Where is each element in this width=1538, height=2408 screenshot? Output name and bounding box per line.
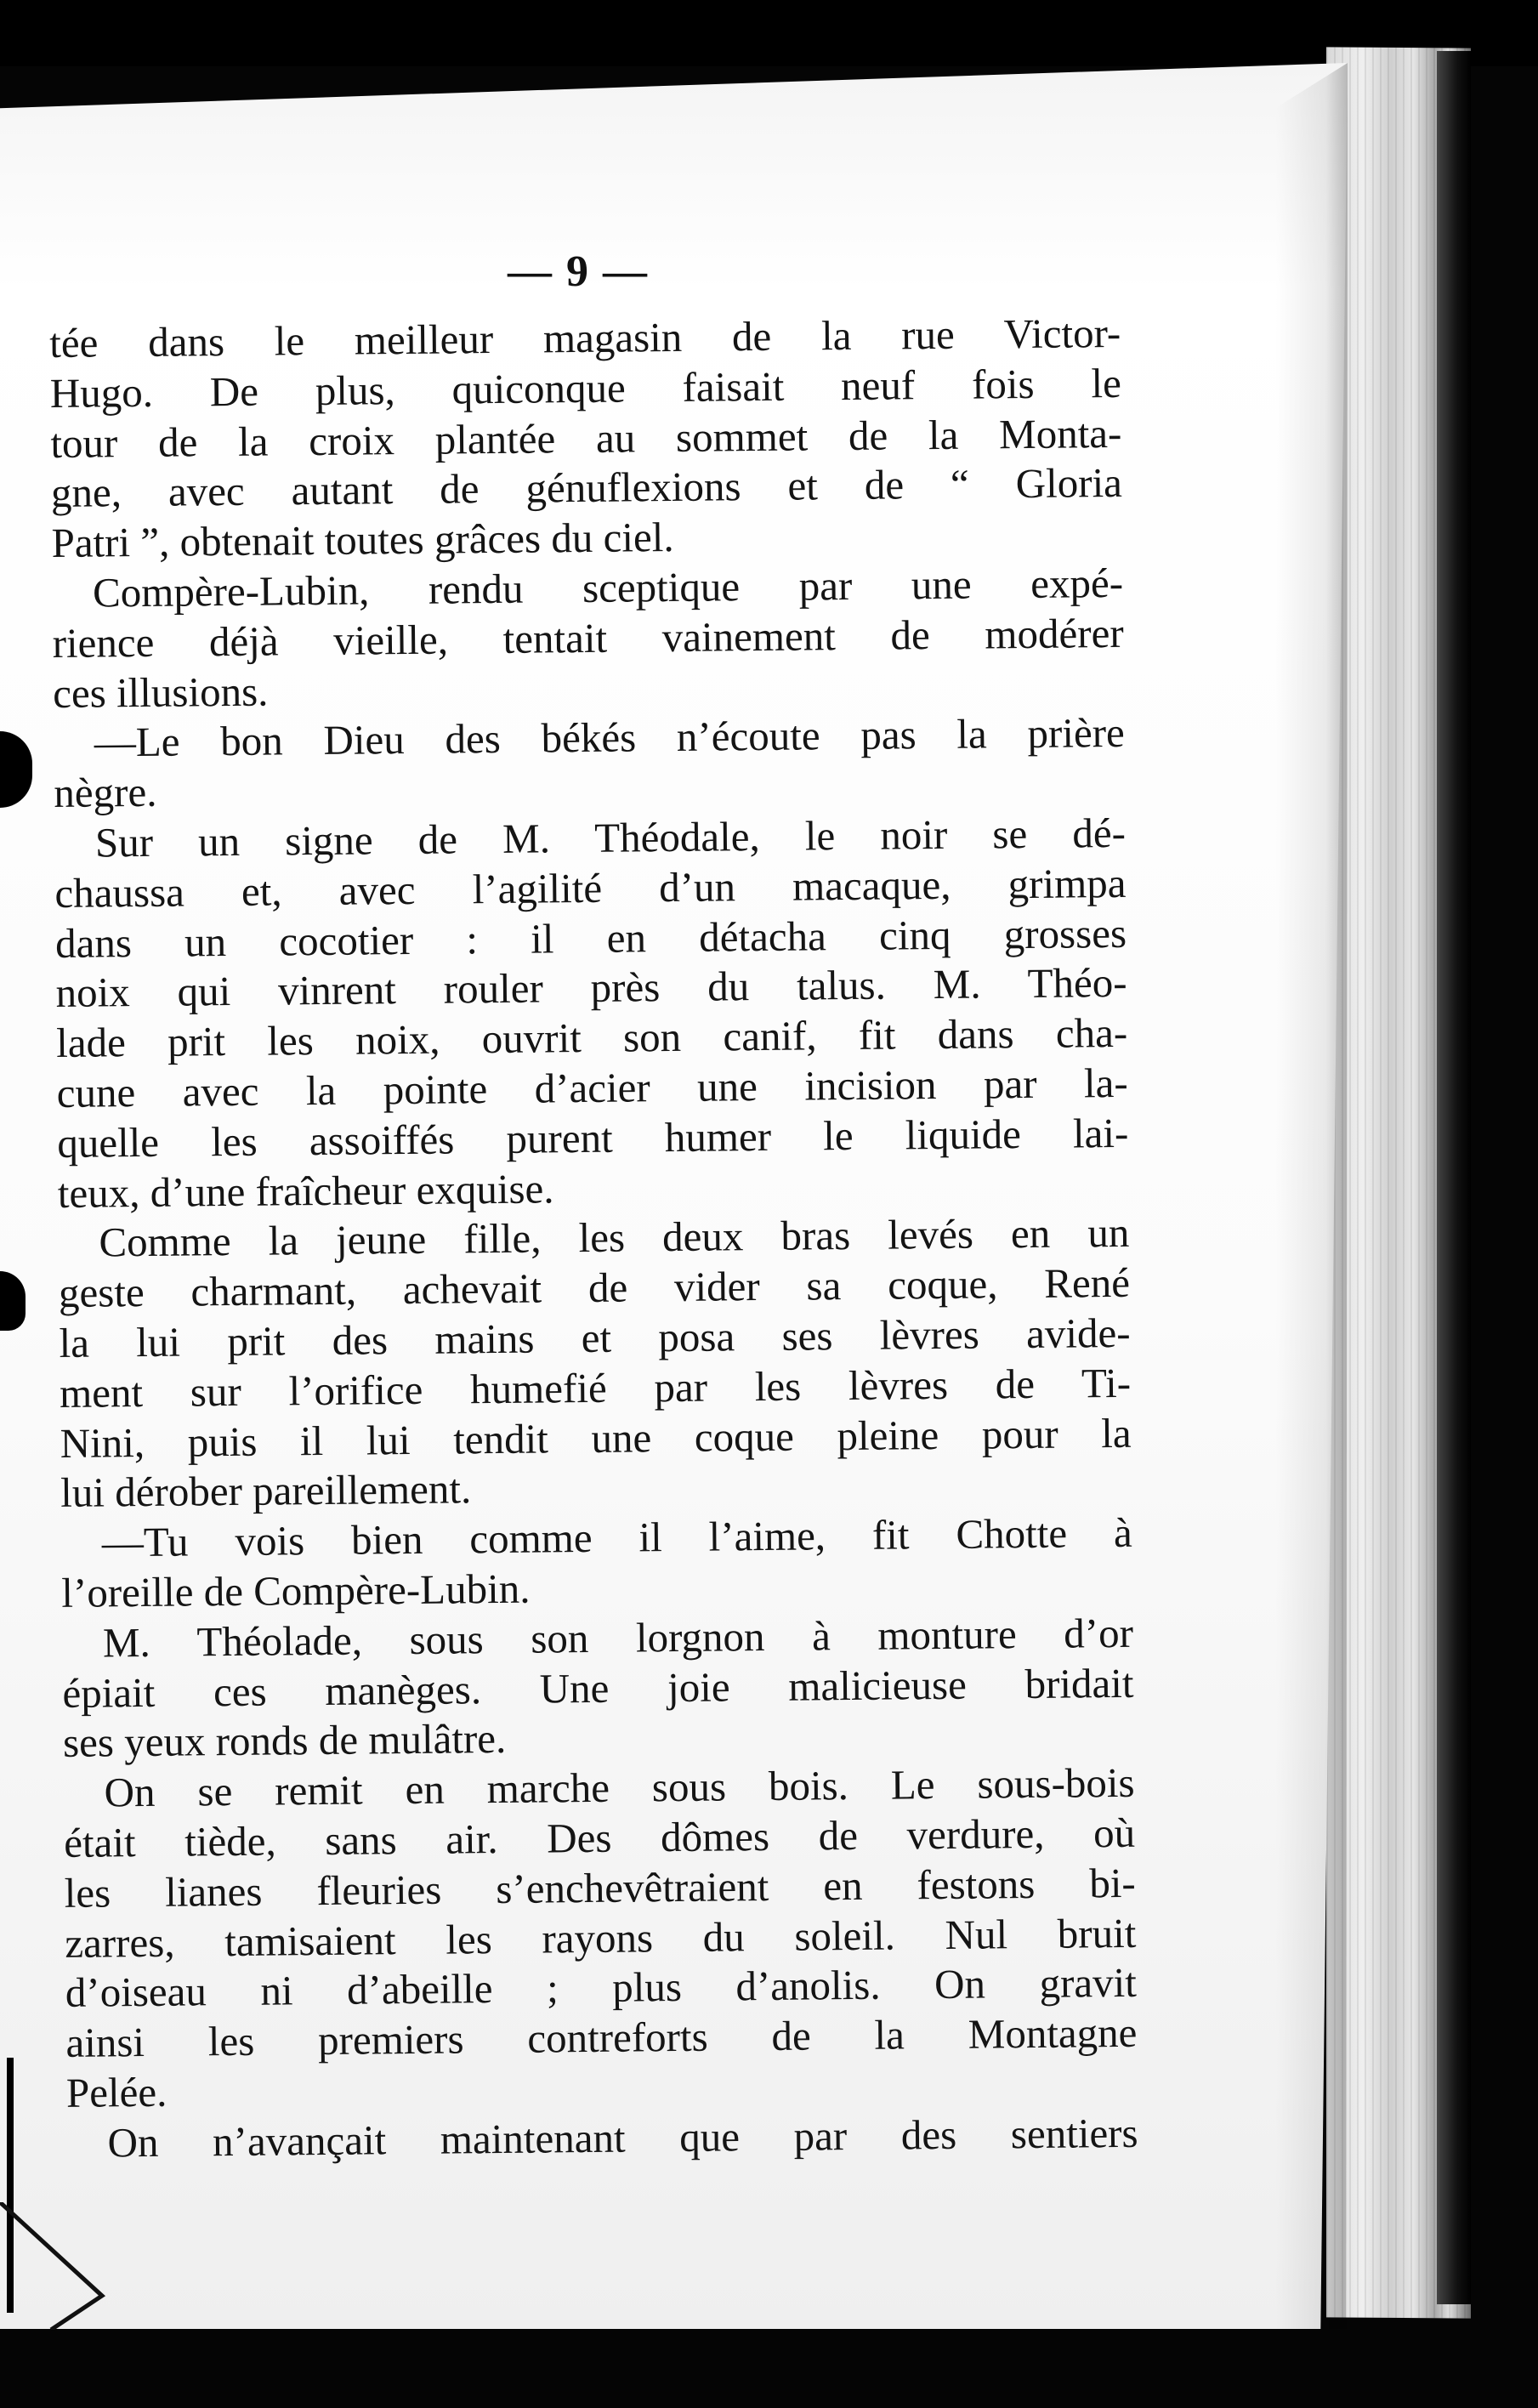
body-text: [49, 309, 1138, 2168]
text-line: l’oreille de Compère-Lubin.: [61, 1565, 531, 1616]
text-line: gne, avec autant de génuflexions et de “ Gloria: [50, 459, 1123, 517]
text-line: tour de la croix plantée au sommet de la Monta-: [50, 409, 1122, 467]
text-line: dans un cocotier : il en détacha cinq grosses: [54, 909, 1127, 967]
text-line: Nini, puis il lui tendit une coque pleine pour la: [60, 1409, 1132, 1467]
page-curl-shadow: [1275, 63, 1348, 2329]
text-line: épiait ces manèges. Une joie malicieuse bridait: [62, 1659, 1134, 1717]
text-line: noix qui vinrent rouler près du talus. M. Théo-: [55, 959, 1127, 1017]
page-fold-line: [0, 2202, 119, 2330]
text-line: Pelée.: [65, 2068, 167, 2116]
text-line: M. Théolade, sous son lorgnon à monture d’or: [102, 1609, 1134, 1667]
text-line: geste charmant, achevait de vider sa coque, René: [58, 1258, 1131, 1317]
text-line: Comme la jeune fille, les deux bras levés en un: [99, 1209, 1130, 1266]
text-line: teux, d’une fraîcheur exquise.: [57, 1164, 554, 1217]
text-line: ainsi les premiers contreforts de la Montagne: [65, 2008, 1138, 2066]
text-line: Hugo. De plus, quiconque faisait neuf fois le: [49, 359, 1122, 417]
text-line: la lui prit des mains et posa ses lèvres avide-: [59, 1309, 1131, 1366]
text-line: était tiède, sans air. Des dômes de verdure, où: [63, 1809, 1136, 1866]
scan-border-top: [0, 0, 1538, 66]
text-line: ses yeux ronds de mulâtre.: [62, 1715, 507, 1767]
text-line: d’oiseau ni d’abeille ; plus d’anolis. On gravit: [65, 1959, 1138, 2017]
text-line: tée dans le meilleur magasin de la rue Victor-: [49, 309, 1121, 366]
book-spine-shadow: [1437, 51, 1471, 2304]
text-line: nègre.: [54, 768, 157, 817]
text-line: cune avec la pointe d’acier une incision par la-: [56, 1059, 1128, 1116]
text-line: —Le bon Dieu des békés n’écoute pas la prière: [94, 709, 1125, 766]
text-line: lade prit les noix, ouvrit son canif, fit dans cha-: [55, 1009, 1128, 1067]
text-line: On se remit en marche sous bois. Le sous-bois: [104, 1758, 1135, 1816]
text-line: Sur un signe de M. Théodale, le noir se dé-: [94, 809, 1127, 866]
text-line: les lianes fleuries s’enchevêtraient en festons bi-: [64, 1859, 1136, 1917]
text-line: ces illusions.: [52, 667, 269, 717]
text-line: Compère-Lubin, rendu sceptique par une expé-: [92, 559, 1124, 616]
text-line: zarres, tamisaient les rayons du soleil. Nul bruit: [65, 1909, 1137, 1967]
page-number: — 9 —: [508, 247, 649, 296]
text-line: —Tu vois bien comme il l’aime, fit Chotte à: [101, 1508, 1133, 1566]
text-line: lui dérober pareillement.: [60, 1465, 472, 1517]
text-line: ment sur l’orifice humefié par les lèvres de Ti-: [59, 1359, 1132, 1417]
text-line: On n’avançait maintenant que par des sentiers: [107, 2109, 1138, 2167]
text-line: chaussa et, avec l’agilité d’un macaque, grimpa: [54, 859, 1127, 917]
text-line: quelle les assoiffés purent humer le liquide lai-: [57, 1109, 1129, 1167]
text-line: Patri ”, obtenait toutes grâces du ciel.: [51, 514, 674, 567]
text-line: rience déjà vieille, tentait vainement de modérer: [52, 609, 1124, 667]
